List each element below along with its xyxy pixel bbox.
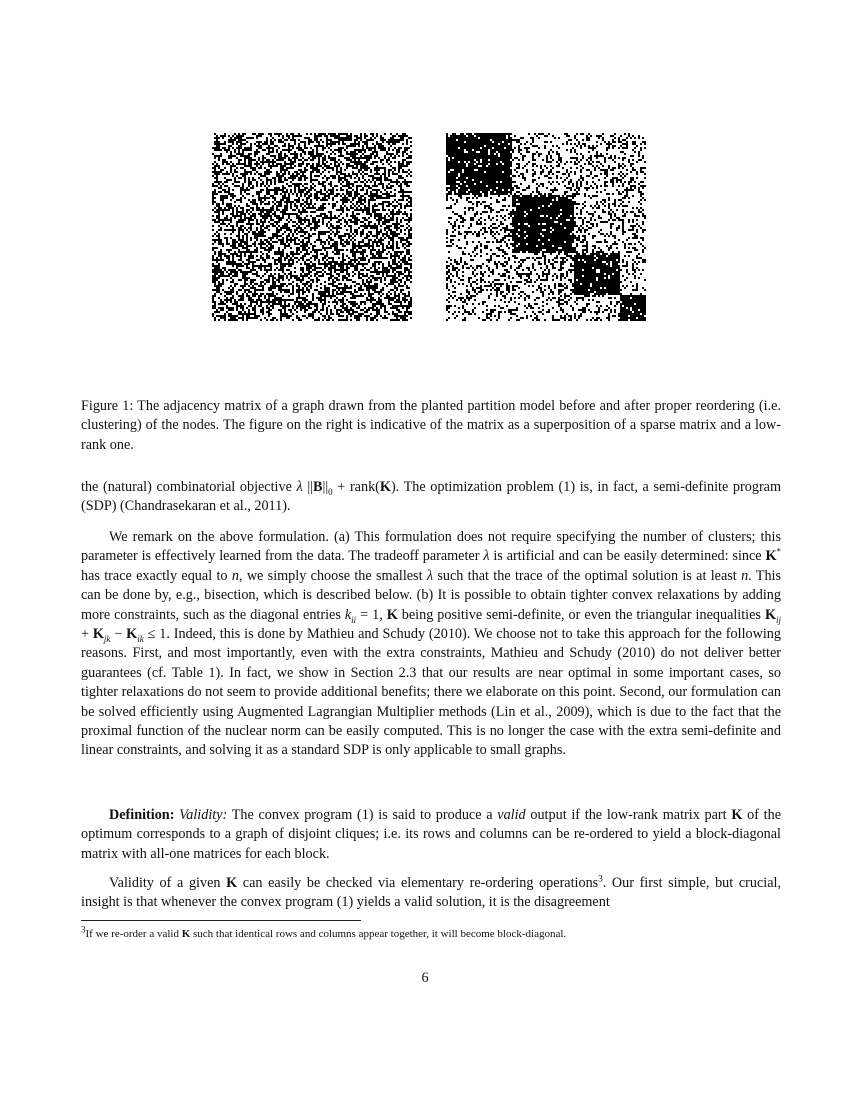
math-B: B	[313, 479, 323, 495]
math-k: k	[344, 606, 352, 623]
text: is artificial and can be easily determined: since	[489, 548, 766, 565]
text: Validity of a given	[109, 875, 227, 891]
definition-label: Definition:	[109, 807, 175, 823]
math-K: K	[765, 548, 777, 565]
text: , we simply choose the smallest	[238, 567, 427, 584]
definition-term: Validity:	[179, 807, 228, 823]
text: such that the trace of the optimal solution is at least	[433, 567, 742, 584]
text: ). The optimization problem (1) is, in fact, a semi-definite program (SDP) (Chandrasekaran et al., 2011).	[81, 479, 781, 515]
text: can easily be checked via elementary re-ordering operations	[237, 875, 599, 891]
adjacency-matrix-before-image	[212, 133, 412, 321]
text: has trace exactly equal to	[81, 567, 232, 584]
math-subscript: ij	[775, 614, 781, 625]
paragraph-validity-check	[81, 874, 781, 913]
text: = 1,	[356, 606, 387, 623]
matrix-before-canvas	[212, 133, 412, 321]
footnote-number: 3	[81, 924, 86, 935]
text: ≤ 1. Indeed, this is done by Mathieu and Schudy (2010). We choose not to take this approach for the following reasons. First, and most importantly, even with the extra constraints, Mathieu and Schudy (2010) do not deliver better guarantees (cf. Table 1). In fact, we show in Section 2.3 that our results are near optimal in some important cases, so tighter relaxations do not seem to provide additional benefits; there we elaborate on this point. Second, our formulation can be solved efficiently using Augmented Lagrangian Multiplier methods (Lin et al., 2009), which is due to the fact that the proximal function of the nuclear norm can be easily computed. This is no longer the case with the extra semi-definite and linear constraints, and solving it as a standard SDP is only applicable to small graphs.	[81, 626, 781, 759]
math-K: K	[386, 606, 398, 623]
text: The convex program (1) is said to produce a	[227, 807, 498, 823]
math-K: K	[92, 626, 104, 643]
math-lambda: λ	[426, 567, 434, 584]
text: + rank(	[332, 479, 380, 495]
caption-text: Figure 1: The adjacency matrix of a graph drawn from the planted partition model before and after proper reordering (i.e. clustering) of the nodes. The figure on the right is indicative of the matrix as a superposition of a sparse matrix and a low-rank one.	[81, 398, 781, 453]
text: . This can be done by, e.g., bisection, which is described below. (b) It is possible to obtain tighter convex relaxations by adding more constraints, such as the diagonal entries	[81, 567, 781, 623]
footnote-marker: 3	[598, 873, 603, 884]
text: We remark on the above formulation. (a) This formulation does not require specifying the number of clusters; this parameter is effectively learned from the data. The tradeoff parameter	[81, 529, 781, 565]
emphasis: valid	[497, 807, 526, 823]
math-K: K	[764, 606, 776, 623]
math-K: K	[379, 479, 391, 495]
math-lambda: λ	[296, 479, 303, 495]
text: ||	[322, 479, 329, 495]
definition-validity	[81, 806, 781, 864]
text: −	[110, 626, 127, 643]
page-number: 6	[421, 970, 429, 986]
math-subscript: ii	[351, 614, 357, 625]
math-superscript: *	[776, 546, 781, 557]
footnote	[81, 924, 781, 941]
adjacency-matrix-after-image	[446, 133, 646, 321]
math-K: K	[126, 626, 138, 643]
matrix-after-canvas	[446, 133, 646, 321]
text: such that identical rows and columns appear together, it will become block-diagonal.	[190, 928, 567, 940]
text: the (natural) combinatorial objective	[81, 479, 297, 495]
text: +	[81, 626, 93, 643]
text: output if the low-rank matrix part	[525, 807, 732, 823]
math-subscript: 0	[328, 486, 333, 497]
text: of the optimum corresponds to a graph of disjoint cliques; i.e. its rows and columns can be re-ordered to yield a block-diagonal matrix with all-one matrices for each block.	[81, 807, 781, 862]
text: being positive semi-definite, or even the triangular inequalities	[397, 606, 765, 623]
math-n: n	[741, 567, 749, 584]
math-subscript: ik	[137, 633, 144, 644]
paragraph-remarks	[81, 528, 781, 761]
footnote-rule	[81, 920, 361, 921]
math-lambda: λ	[483, 548, 490, 565]
math-n: n	[231, 567, 239, 584]
math-K: K	[731, 807, 743, 823]
text: If we re-order a valid	[85, 928, 182, 940]
math-K: K	[181, 928, 191, 940]
math-K: K	[226, 875, 238, 891]
text: . Our first simple, but crucial, insight is that whenever the convex program (1) yields a valid solution, it is the disagreement	[81, 875, 781, 911]
figure-caption	[81, 397, 781, 455]
paragraph-objective	[81, 478, 781, 517]
text: ||	[302, 479, 314, 495]
math-subscript: jk	[103, 633, 111, 644]
